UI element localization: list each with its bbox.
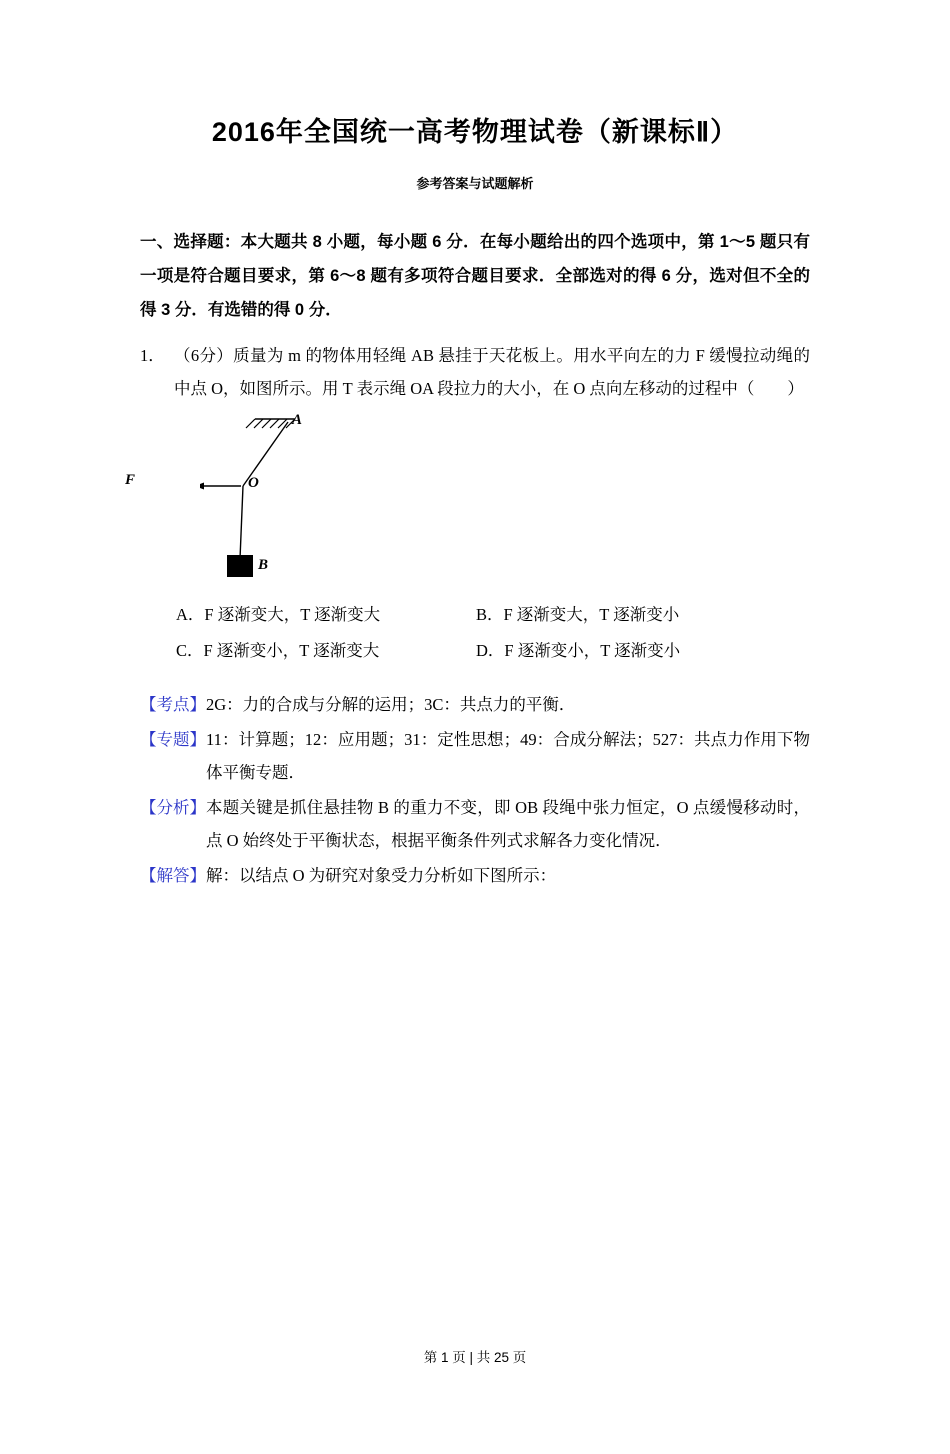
figure-label-o: O [248,475,259,492]
question-stem: （6分）质量为 m 的物体用轻绳 AB 悬挂于天花板上。用水平向左的力 F 缓慢拉动绳的中点 O，如图所示。用 T 表示绳 OA 段拉力的大小，在 O 点向左移动的过程中（ ） [174,346,810,399]
option-d[interactable]: D．F 逐渐变小，T 逐渐变小 [476,640,681,660]
jieda-text: 解：以结点 O 为研究对象受力分析如下图所示： [206,866,557,886]
section-heading: 一、选择题：本大题共 8 小题，每小题 6 分．在每小题给出的四个选项中，第 1～5 题只有一项是符合题目要求，第 6～8 题有多项符合题目要求．全部选对的得 6 分，选对但不全的得 3 分．有选错的得 0 分． [140,233,810,319]
option-c[interactable]: C．F 逐渐变小，T 逐渐变大 [176,640,380,660]
fenxi-tag: 【分析】 [140,798,206,818]
page-footer: 第 1 页 | 共 25 页 [423,1350,527,1365]
figure-label-b: B [258,557,269,574]
option-a[interactable]: A．F 逐渐变大，T 逐渐变大 [176,605,381,625]
fenxi-text: 本题关键是抓住悬挂物 B 的重力不变，即 OB 段绳中张力恒定，O 点缓慢移动时，点 O 始终处于平衡状态，根据平衡条件列式求解各力变化情况． [206,798,810,851]
kaodian-tag: 【考点】 [140,695,206,715]
kaodian-text: 2G：力的合成与分解的运用；3C：共点力的平衡． [206,695,576,715]
page-title: 2016年全国统一高考物理试卷（新课标Ⅱ） [211,117,739,147]
document-page [0,110,950,1454]
analysis-kaodian [140,688,810,721]
page-subtitle: 参考答案与试题解析 [416,176,534,191]
figure-label-f: F [125,472,136,489]
zhuanti-tag: 【专题】 [140,730,206,750]
analysis-fenxi [140,791,810,857]
jieda-tag: 【解答】 [140,866,206,886]
options-row-2 [176,633,810,668]
option-b[interactable]: B．F 逐渐变大，T 逐渐变小 [476,605,680,625]
options-list [176,597,810,668]
question-number: 1． [140,346,165,366]
figure-label-a: A [292,412,303,429]
zhuanti-text: 11：计算题；12：应用题；31：定性思想；49：合成分解法；527：共点力作用下物体平衡专题． [206,730,810,783]
analysis-section [140,688,810,892]
options-row-1 [176,597,810,632]
question-figure [125,409,810,589]
analysis-jieda [140,859,810,892]
question-1 [140,339,810,405]
analysis-zhuanti [140,723,810,789]
physics-diagram [200,409,500,589]
